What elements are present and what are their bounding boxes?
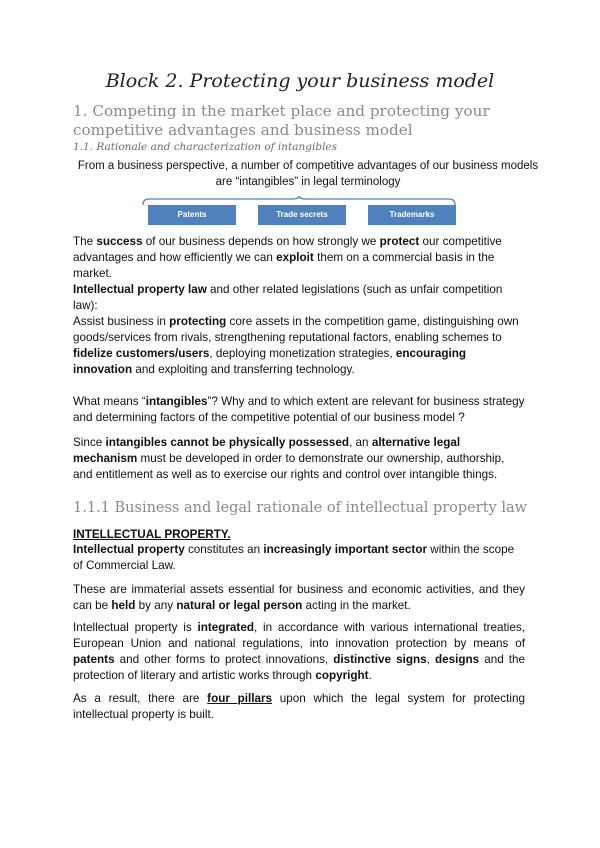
- section-heading: INTELLECTUAL PROPERTY.: [73, 528, 231, 541]
- paragraph-ip-3: Intellectual property is integrated, in accordance with various international treaties, European Union and national regulations, into innovation protection by means of patents and other forms to protect innovations, distinctive signs, designs and the protection of literary and artistic works through copyright.: [73, 621, 525, 682]
- paragraph-ip-2: These are immaterial assets essential for business and economic activities, and they can be held by any natural or legal person acting in the market.: [73, 583, 525, 612]
- intangibles-diagram: [148, 205, 458, 225]
- pill-trade-secrets: Trade secrets: [258, 205, 346, 225]
- heading-3: 1.1.1 Business and legal rationale of intellectual property law: [73, 500, 528, 516]
- paragraph-ip-law: Intellectual property law and other related legislations (such as unfair competition law):: [73, 283, 503, 312]
- pill-patents: Patents: [148, 205, 236, 225]
- paragraph-assist: Assist business in protecting core assets in the competition game, distinguishing own goods/services from rivals, strengthening reputational factors, enabling schemes to fidelize customers/users, deploying monetization strategies, encouraging innovation and exploiting and transferring technology.: [73, 315, 519, 376]
- paragraph-since: Since intangibles cannot be physically possessed, an alternative legal mechanism must be developed in order to demonstrate our ownership, authorship, and entitlement as well as to exercise our rights and control over intangible things.: [73, 436, 505, 481]
- heading-1: 1. Competing in the market place and protecting your competitive advantages and business model: [73, 102, 490, 139]
- heading-2: 1.1. Rationale and characterization of intangibles: [73, 141, 338, 153]
- paragraph-ip-1: Intellectual property constitutes an increasingly important sector within the scope of Commercial Law.: [73, 543, 515, 572]
- document-title: Block 2. Protecting your business model: [105, 70, 495, 92]
- paragraph-success: The success of our business depends on how strongly we protect our competitive advantages and how efficiently we can exploit them on a commercial basis in the market.: [73, 235, 502, 280]
- pill-trademarks: Trademarks: [368, 205, 456, 225]
- paragraph-ip-4: As a result, there are four pillars upon which the legal system for protecting intellectual property is built.: [73, 692, 525, 721]
- paragraph-intangibles-question: What means “intangibles”? Why and to which extent are relevant for business strategy and determining factors of the competitive potential of our business model ?: [73, 395, 525, 424]
- intro-paragraph: From a business perspective, a number of competitive advantages of our business models are “intangibles” in legal terminology: [77, 160, 539, 188]
